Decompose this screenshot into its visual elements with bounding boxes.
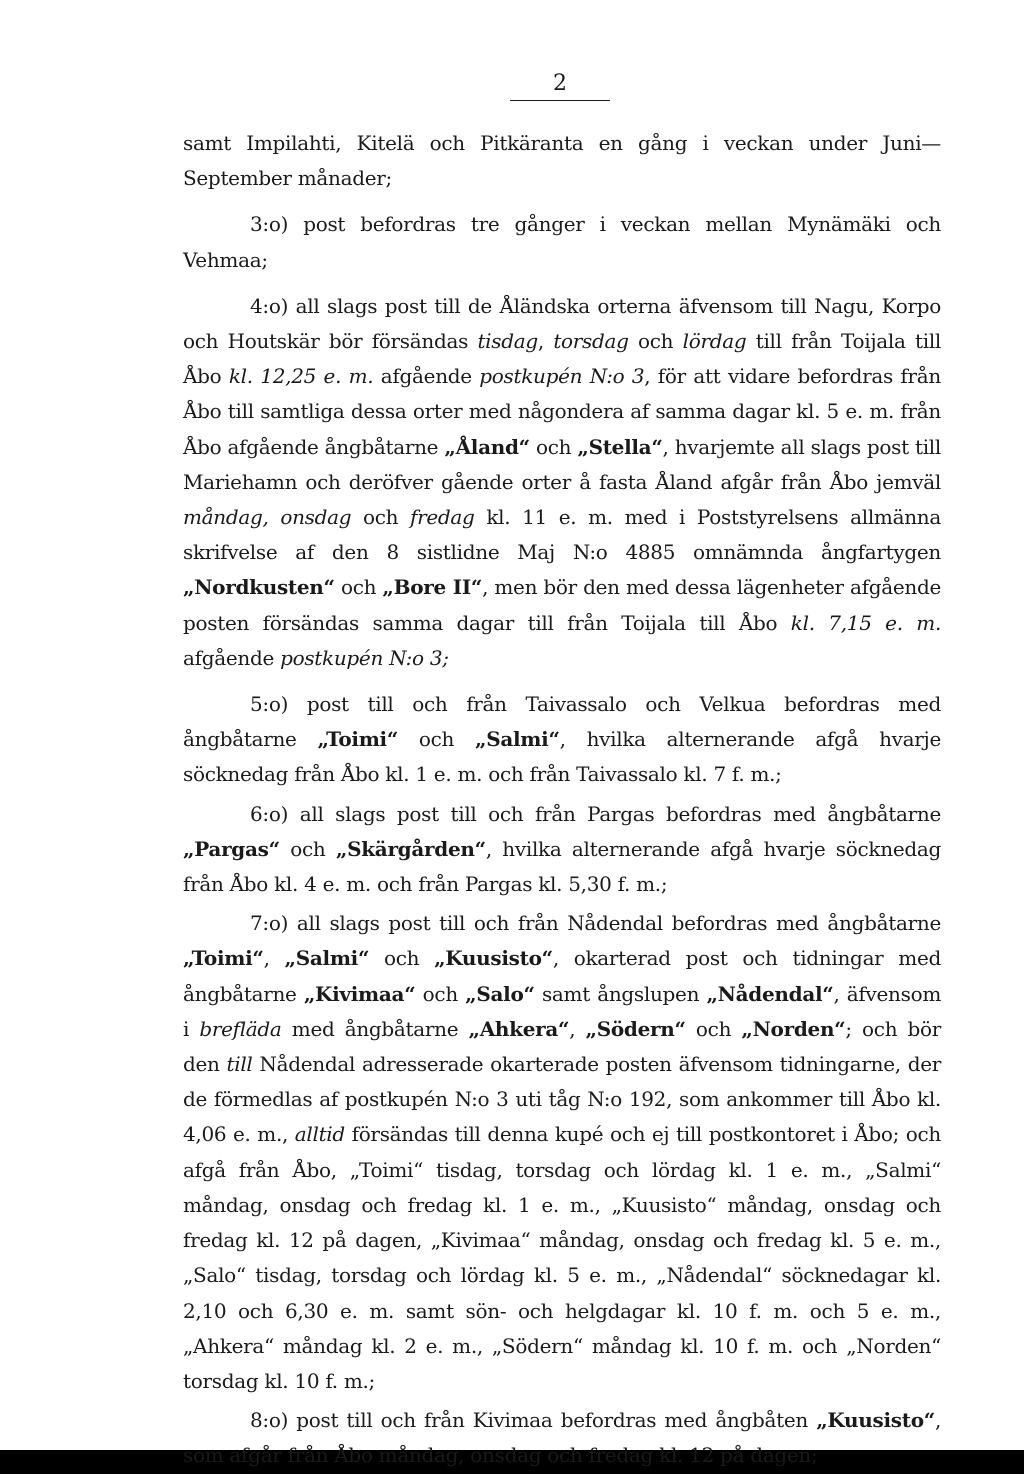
ship-name: „Södern“ [585, 1016, 686, 1041]
day-emphasis: torsdag [553, 329, 629, 354]
text-run: 8:o) post till och från Kivimaa befordras med ångbåten [250, 1408, 817, 1433]
text-run: med ångbåtarne [281, 1016, 469, 1041]
day-emphasis: måndag, onsdag [183, 505, 352, 530]
text-run: och [415, 981, 466, 1006]
ship-name: „Pargas“ [183, 836, 280, 861]
ship-name: „Toimi“ [183, 946, 264, 971]
ship-name: „Ahkera“ [468, 1016, 570, 1041]
italic-emphasis: brefläda [199, 1016, 282, 1041]
ship-name: „Salmi“ [284, 946, 370, 971]
text-run: ; och bör den [183, 1016, 942, 1077]
text-run: 4:o) all slags post till de Åländska orterna äfvensom till Nagu, Korpo och Houtskär bör försändas [183, 293, 941, 354]
text-run: , okarterad post och tidningar med ångbåtarne [183, 946, 941, 1006]
text-run: och [628, 329, 683, 354]
text-run: och [685, 1016, 742, 1041]
italic-emphasis: till [226, 1052, 253, 1077]
body-text [183, 126, 941, 1474]
text-run: , hvilka alternerande afgå hvarje söcknedag från Åbo kl. 4 e. m. och från Pargas kl. 5,30 f. m.; [183, 836, 941, 897]
ship-name: „Kuusisto“ [434, 946, 553, 971]
text-run: , [263, 946, 285, 971]
text-run: Nådendal adresserade okarterade posten äfvensom tidningarne, der de förmedlas af postkupén N:o 3 uti tåg N:o 192, som ankommer till Åbo kl. 4,06 e. m., [183, 1052, 941, 1147]
ship-name: „Toimi“ [317, 727, 399, 752]
day-emphasis: tisdag [477, 329, 538, 354]
item-3-text: 3:o) post befordras tre gånger i veckan mellan Mynämäki och Vehmaa; [183, 212, 941, 272]
text-run: afgående [183, 645, 281, 670]
text-run: försändas till denna kupé och ej till postkontoret i Åbo; och afgå från Åbo, „Toimi“ tisdag, torsdag och lördag kl. 1 e. m., „Salmi“ måndag, onsdag och fredag kl. 1 e. m., „Kuusisto“ måndag, onsdag och fredag kl. 12 på dagen, „Kivimaa“ måndag, onsdag och fredag kl. 5 e. m., „Salo“ tisdag, torsdag och lördag kl. 5 e. m., „Nådendal“ söcknedagar kl. 2,10 och 6,30 e. m. samt sön- och helgdagar kl. 10 f. m. och 5 e. m., „Ahkera“ måndag kl. 2 e. m., „Södern“ måndag kl. 10 f. m. och „Norden“ torsdag kl. 10 f. m.; [183, 1122, 941, 1393]
day-emphasis: fredag [410, 505, 475, 530]
postkupe-emphasis: postkupén N:o 3; [280, 645, 449, 670]
text-run: 6:o) all slags post till och från Pargas befordras med ångbåtarne [250, 801, 941, 826]
paragraph-item-6 [183, 797, 941, 903]
intro-text: samt Impilahti, Kitelä och Pitkäranta en gång i veckan under Juni—September månader; [183, 131, 941, 191]
text-run: , [537, 329, 554, 354]
text-run: , [569, 1016, 586, 1041]
text-run: kl. 11 e. m. med i Poststyrelsens allmänna skrifvelse af den 8 sistlidne Maj N:o 4885 omnämnda ångfartygen [183, 505, 942, 565]
text-run: till från Toijala till Åbo [183, 329, 942, 389]
time-emphasis: kl. 12,25 e. m. [228, 364, 374, 389]
intro-paragraph [183, 126, 941, 196]
text-run: , men bör den med dessa lägenheter afgående posten försändas samma dagar till från Toijala till Åbo [183, 575, 941, 635]
ship-name: „Nådendal“ [706, 981, 834, 1006]
paragraph-item-7 [183, 906, 941, 1399]
ship-name: „Kuusisto“ [816, 1408, 935, 1433]
text-run: , hvilka alternerande afgå hvarje söcknedag från Åbo kl. 1 e. m. och från Taivassalo kl. 7 f. m.; [183, 727, 941, 787]
ship-name: „Skärgården“ [335, 836, 486, 861]
text-run: , äfvensom i [183, 981, 942, 1041]
text-run: 7:o) all slags post till och från Nådendal befordras med ångbåtarne [250, 911, 941, 936]
page-number: 2 [510, 70, 610, 101]
ship-name: „Salo“ [465, 981, 535, 1006]
day-emphasis: lördag [682, 329, 747, 354]
ship-name: „Kivimaa“ [303, 981, 416, 1006]
text-run: samt ångslupen [534, 981, 707, 1006]
text-run: 5:o) post till och från Taivassalo och Velkua befordras med ångbåtarne [183, 692, 941, 752]
ship-name: „Nordkusten“ [183, 575, 335, 600]
paragraph-item-3 [183, 207, 941, 277]
text-run: och [398, 727, 475, 752]
ship-name: „Salmi“ [475, 727, 560, 752]
text-run: , hvarjemte all slags post till Mariehamn och deröfver gående orter å fasta Åland afgår från Åbo jemväl [183, 434, 942, 494]
text-run: , för att vidare befordras från Åbo till samtliga dessa orter med någondera af samma dagar kl. 5 e. m. från Åbo afgående ångbåtarne [183, 364, 941, 459]
ship-name: „Stella“ [577, 434, 663, 459]
ship-name: „Norden“ [741, 1016, 846, 1041]
paragraph-item-8 [183, 1403, 941, 1473]
time-emphasis: kl. 7,15 e. m. [790, 610, 941, 635]
text-run: och [279, 836, 336, 861]
paragraph-item-4 [183, 289, 941, 676]
italic-emphasis: alltid [294, 1122, 345, 1147]
text-run: och [334, 575, 383, 600]
text-run: och [369, 946, 435, 971]
ship-name: „Åland“ [444, 434, 530, 459]
ship-name: „Bore II“ [382, 575, 483, 600]
text-run: och [351, 505, 411, 530]
postkupe-emphasis: postkupén N:o 3 [479, 364, 645, 389]
text-run: afgående [373, 364, 480, 389]
text-run: , som afgår från Åbo måndag, onsdag och fredag kl. 12 på dagen; [183, 1408, 941, 1468]
paragraph-item-5 [183, 687, 941, 793]
text-run: och [529, 434, 578, 459]
